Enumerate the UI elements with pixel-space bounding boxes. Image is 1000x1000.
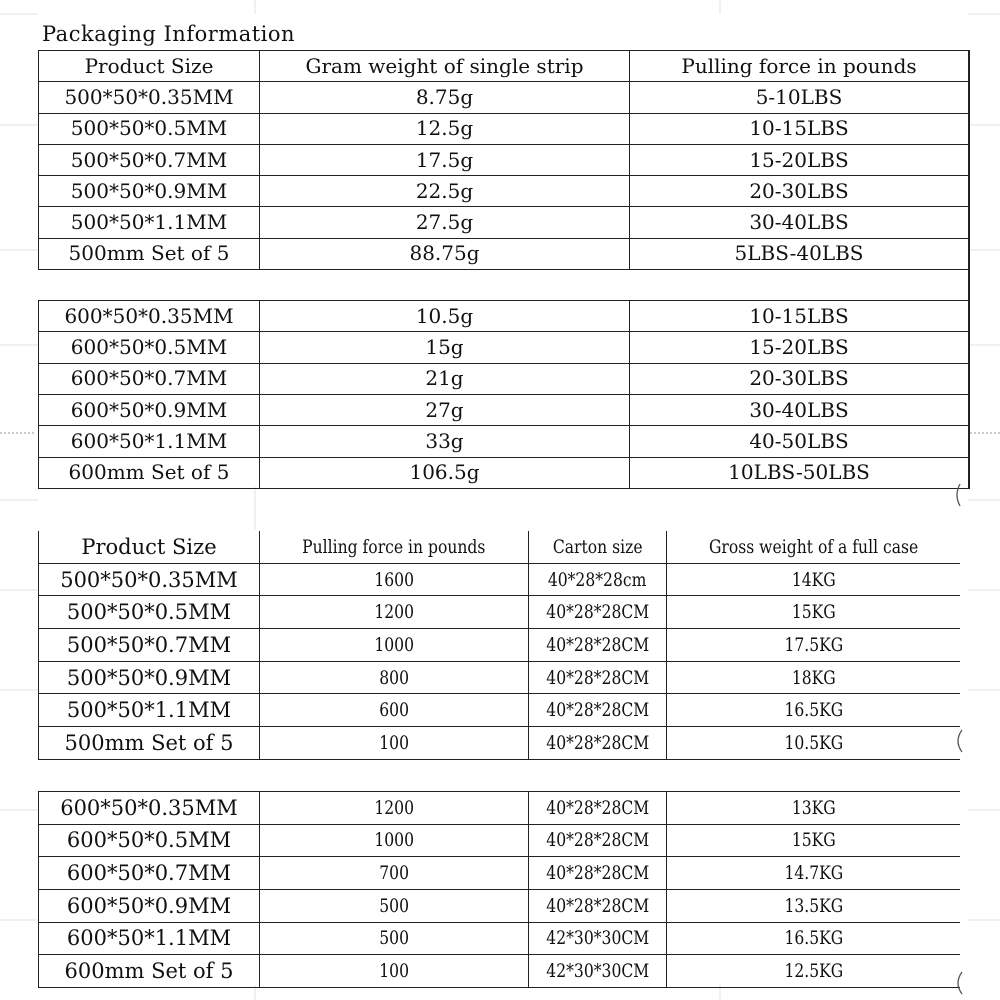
table-cell: 15-20LBS — [630, 144, 970, 175]
table-cell: 15KG — [667, 596, 961, 629]
table-cell: 1000 — [260, 824, 529, 857]
table-cell: 106.5g — [260, 457, 630, 488]
table-row — [39, 176, 970, 207]
table-cell: 21g — [260, 363, 630, 394]
table-cell: 16.5KG — [667, 922, 961, 955]
table-cell: 15g — [260, 332, 630, 363]
table-cell: 500*50*0.35MM — [39, 563, 260, 596]
table-row — [39, 661, 961, 694]
column-header: Product Size — [39, 51, 260, 82]
column-header-text: Gross weight of a full case — [708, 535, 919, 558]
page-title: Packaging Information — [42, 22, 296, 46]
table-row — [39, 238, 970, 269]
table-cell: 40*28*28CM — [529, 824, 667, 857]
table-row — [39, 955, 961, 988]
table-row — [39, 889, 961, 922]
table-cell: 16.5KG — [667, 694, 961, 727]
column-header: Pulling force in pounds — [630, 51, 970, 82]
table-row — [39, 694, 961, 727]
table-cell: 10LBS-50LBS — [630, 457, 970, 488]
table-header-row — [39, 51, 970, 82]
table-cell: 40*28*28CM — [529, 629, 667, 662]
table-cell: 40-50LBS — [630, 426, 970, 457]
table-cell: 13.5KG — [667, 889, 961, 922]
table-cell: 30-40LBS — [630, 394, 970, 425]
table-cell: 500*50*0.9MM — [39, 661, 260, 694]
table-cell: 500mm Set of 5 — [39, 727, 260, 760]
column-header-text: Pulling force in pounds — [302, 535, 486, 558]
table-cell: 600*50*0.9MM — [39, 889, 260, 922]
table-cell: 30-40LBS — [630, 207, 970, 238]
spacer-cell — [260, 759, 961, 791]
table-cell: 500*50*0.5MM — [39, 596, 260, 629]
table-cell: 100 — [260, 955, 529, 988]
spacer-row — [39, 759, 961, 791]
table-cell: 14.7KG — [667, 857, 961, 890]
column-header — [667, 531, 961, 563]
table-cell: 1200 — [260, 791, 529, 824]
table-cell: 88.75g — [260, 238, 630, 269]
table-cell: 500*50*0.7MM — [39, 144, 260, 175]
table-cell: 10-15LBS — [630, 113, 970, 144]
table-row — [39, 922, 961, 955]
table-row — [39, 301, 970, 332]
table-cell: 27g — [260, 394, 630, 425]
table-cell: 40*28*28CM — [529, 596, 667, 629]
table-cell: 40*28*28cm — [529, 563, 667, 596]
table-cell: 22.5g — [260, 176, 630, 207]
table-row — [39, 144, 970, 175]
table-cell: 1000 — [260, 629, 529, 662]
table-cell: 15KG — [667, 824, 961, 857]
table-cell: 600*50*0.7MM — [39, 363, 260, 394]
table-cell: 500*50*0.9MM — [39, 176, 260, 207]
column-header: Product Size — [39, 531, 260, 563]
table-cell: 10-15LBS — [630, 301, 970, 332]
table-cell: 12.5KG — [667, 955, 961, 988]
table-row — [39, 332, 970, 363]
table-cell: 600mm Set of 5 — [39, 457, 260, 488]
table-cell: 18KG — [667, 661, 961, 694]
table-cell: 600*50*0.7MM — [39, 857, 260, 890]
partial-paren-glyph — [948, 726, 968, 756]
table-cell: 17.5KG — [667, 629, 961, 662]
column-header-text: Carton size — [552, 535, 643, 558]
table-row — [39, 457, 970, 488]
table-cell: 500*50*1.1MM — [39, 694, 260, 727]
table-row — [39, 824, 961, 857]
table-cell: 500*50*1.1MM — [39, 207, 260, 238]
table-cell: 10.5KG — [667, 727, 961, 760]
table-cell: 500*50*0.5MM — [39, 113, 260, 144]
table-cell: 600*50*0.5MM — [39, 824, 260, 857]
carton-table — [38, 531, 960, 988]
table-cell: 12.5g — [260, 113, 630, 144]
table-row — [39, 727, 961, 760]
table-cell: 600*50*1.1MM — [39, 426, 260, 457]
table-cell: 500*50*0.7MM — [39, 629, 260, 662]
table-cell: 500mm Set of 5 — [39, 238, 260, 269]
table-cell: 40*28*28CM — [529, 791, 667, 824]
table-row — [39, 791, 961, 824]
table-cell: 20-30LBS — [630, 363, 970, 394]
table-row — [39, 857, 961, 890]
table-row — [39, 596, 961, 629]
column-header: Gram weight of single strip — [260, 51, 630, 82]
table-cell: 27.5g — [260, 207, 630, 238]
spacer-cell — [39, 759, 260, 791]
table-row — [39, 394, 970, 425]
table-cell: 500 — [260, 889, 529, 922]
partial-paren-glyph — [948, 480, 968, 510]
table-row — [39, 629, 961, 662]
column-header — [260, 531, 529, 563]
spacer-cell — [39, 270, 970, 301]
table-cell: 600*50*0.35MM — [39, 791, 260, 824]
table-cell: 40*28*28CM — [529, 857, 667, 890]
table-header-row — [39, 531, 961, 563]
table-cell: 500 — [260, 922, 529, 955]
table-cell: 40*28*28CM — [529, 661, 667, 694]
spacer-row — [39, 270, 970, 301]
table-cell: 14KG — [667, 563, 961, 596]
table-cell: 700 — [260, 857, 529, 890]
table-cell: 17.5g — [260, 144, 630, 175]
table-cell: 600*50*0.35MM — [39, 301, 260, 332]
table-cell: 33g — [260, 426, 630, 457]
table-row — [39, 207, 970, 238]
table-cell: 600 — [260, 694, 529, 727]
table-row — [39, 113, 970, 144]
table-row — [39, 563, 961, 596]
table-cell: 600*50*0.5MM — [39, 332, 260, 363]
table-row — [39, 82, 970, 113]
table-cell: 42*30*30CM — [529, 922, 667, 955]
table-cell: 40*28*28CM — [529, 727, 667, 760]
table-cell: 1200 — [260, 596, 529, 629]
table-cell: 500*50*0.35MM — [39, 82, 260, 113]
table-cell: 10.5g — [260, 301, 630, 332]
table-cell: 5-10LBS — [630, 82, 970, 113]
partial-paren-glyph — [948, 968, 968, 998]
table-cell: 600*50*0.9MM — [39, 394, 260, 425]
table-row — [39, 426, 970, 457]
table-row — [39, 363, 970, 394]
table-cell: 40*28*28CM — [529, 694, 667, 727]
gram-weight-table — [38, 50, 970, 489]
table-cell: 15-20LBS — [630, 332, 970, 363]
table-cell: 600*50*1.1MM — [39, 922, 260, 955]
column-header — [529, 531, 667, 563]
table-cell: 1600 — [260, 563, 529, 596]
table-cell: 800 — [260, 661, 529, 694]
table-cell: 600mm Set of 5 — [39, 955, 260, 988]
table-cell: 42*30*30CM — [529, 955, 667, 988]
table-cell: 100 — [260, 727, 529, 760]
table-cell: 20-30LBS — [630, 176, 970, 207]
table-cell: 40*28*28CM — [529, 889, 667, 922]
table-cell: 8.75g — [260, 82, 630, 113]
table-cell: 5LBS-40LBS — [630, 238, 970, 269]
table-cell: 13KG — [667, 791, 961, 824]
